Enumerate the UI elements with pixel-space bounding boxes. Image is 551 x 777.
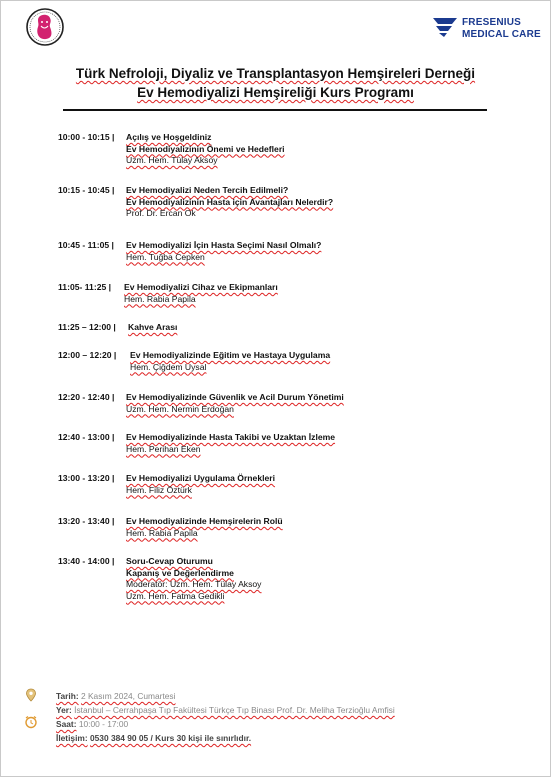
brand-line-2: MEDICAL CARE (462, 29, 541, 40)
session-title: Ev Hemodiyalizinde Güvenlik ve Acil Durum Yönetimi (126, 392, 344, 402)
date-value: 2 Kasım 2024, Cumartesi (80, 691, 176, 701)
slot-lines (128, 322, 177, 334)
speaker-name: Hem. Filiz Öztürk (126, 484, 192, 495)
slot-time: 13:00 - 13:20 | (58, 473, 115, 483)
program-title: Ev Hemodiyalizi Hemşireliği Kurs Programı (137, 85, 414, 100)
contact-row (56, 733, 251, 745)
place-label: Yer: (56, 705, 72, 715)
session-title: Kapanış ve Değerlendirme (126, 567, 234, 578)
slot-lines (126, 240, 321, 263)
slot-time: 12:00 – 12:20 | (58, 350, 117, 360)
session-title: Ev Hemodiyalizi İçin Hasta Seçimi Nasıl Olmalı? (126, 240, 322, 250)
session-title: Ev Hemodiyalizi Neden Tercih Edilmeli? (126, 185, 289, 195)
slot-time: 13:40 - 14:00 | (58, 556, 115, 566)
slot-time: 10:45 - 11:05 | (58, 240, 114, 250)
slot-lines (124, 282, 278, 305)
slot-lines (126, 516, 283, 539)
session-title: Ev Hemodiyalizinin Önemi ve Hedefleri (126, 143, 285, 154)
speaker-name: Prof. Dr. Ercan Ok (126, 208, 196, 218)
slot-lines (126, 556, 261, 602)
association-title: Türk Nefroloji, Diyaliz ve Transplantasyon Hemşireleri Derneği (75, 66, 476, 81)
speaker-name: Hem. Perihan Eken (126, 443, 201, 454)
contact-label: İletişim: (56, 733, 88, 743)
fresenius-logo (432, 16, 542, 48)
session-title: Ev Hemodiyalizinde Hasta Takibi ve Uzaktan İzleme (126, 432, 336, 442)
speaker-name: Uzm. Hem. Tülay Aksoy (126, 155, 218, 165)
slot-time: 11:05- 11:25 | (58, 282, 112, 292)
date-row (56, 691, 175, 703)
alarm-clock-icon (24, 715, 38, 729)
slot-lines (130, 350, 330, 373)
title-divider (63, 109, 487, 111)
fresenius-brand-text (462, 17, 541, 41)
session-title: Kahve Arası (128, 322, 178, 332)
slot-time: 10:00 - 10:15 | (58, 132, 115, 142)
place-row (56, 705, 395, 717)
session-title: Ev Hemodiyalizinin Hasta için Avantajları Nelerdir? (126, 196, 334, 207)
slot-time: 10:15 - 10:45 | (58, 185, 115, 195)
speaker-name: Hem. Tuğba Cepken (126, 251, 205, 262)
speaker-name: Uzm. Hem. Nermin Erdoğan (126, 403, 234, 414)
time-row (56, 719, 128, 731)
moderator-name: Moderatör: Uzm. Hem. Tülay Aksoy (126, 579, 262, 589)
slot-lines (126, 432, 335, 455)
contact-value: 0530 384 90 05 / Kurs 30 kişi ile sınırlıdır. (89, 733, 252, 743)
session-title: Ev Hemodiyalizi Uygulama Örnekleri (126, 473, 276, 483)
location-pin-icon (24, 688, 38, 702)
session-title: Ev Hemodiyalizinde Eğitim ve Hastaya Uygulama (130, 350, 331, 360)
brand-line-1: FRESENIUS (462, 17, 522, 28)
slot-lines (126, 132, 285, 167)
time-label: Saat: (56, 719, 77, 729)
slot-lines (126, 392, 344, 415)
slot-time: 12:40 - 13:00 | (58, 432, 115, 442)
slot-time: 11:25 – 12:00 | (58, 322, 116, 332)
slot-time: 13:20 - 13:40 | (58, 516, 115, 526)
association-logo (26, 6, 64, 48)
slot-lines (126, 185, 333, 220)
fresenius-mark-icon (432, 16, 458, 38)
speaker-name: Hem. Rabia Papila (126, 527, 198, 538)
time-value: 10:00 - 17:00 (78, 719, 129, 729)
speaker-name: Hem. Rabia Papila (124, 293, 196, 304)
session-title: Açılış ve Hoşgeldiniz (126, 132, 212, 142)
speaker-name: Uzm. Hem. Fatma Gedikli (126, 590, 225, 601)
place-value: İstanbul – Cerrahpaşa Tıp Fakültesi Türkçe Tıp Binası Prof. Dr. Meliha Terzioğlu Amfisi (74, 705, 395, 715)
date-label: Tarih: (56, 691, 79, 701)
slot-time: 12:20 - 12:40 | (58, 392, 115, 402)
session-title: Ev Hemodiyalizinde Hemşirelerin Rolü (126, 516, 283, 526)
session-title: Ev Hemodiyalizi Cihaz ve Ekipmanları (124, 282, 278, 292)
session-title: Soru-Cevap Oturumu (126, 556, 213, 566)
speaker-name: Hem. Çiğdem Uysal (130, 361, 207, 372)
slot-lines (126, 473, 275, 496)
